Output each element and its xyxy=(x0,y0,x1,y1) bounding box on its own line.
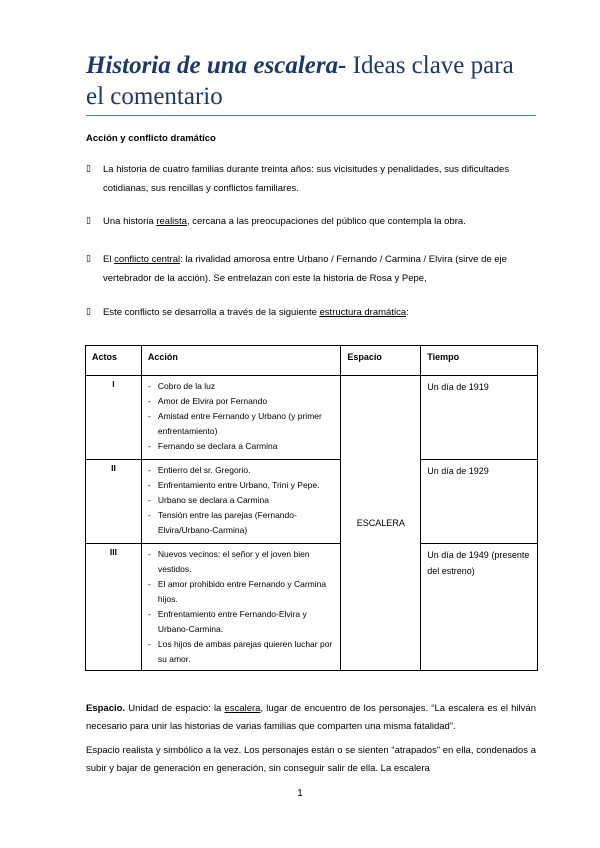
section-heading: Acción y conflicto dramático xyxy=(86,133,216,144)
act-number: II xyxy=(86,460,142,544)
action-item: - Entierro del sr. Gregorio. xyxy=(148,463,334,478)
square-bullet-icon: ▯ xyxy=(86,216,91,226)
title-rest: Ideas clave para el comentario xyxy=(86,52,514,110)
bullet-text: El conflicto central: la rivalidad amorosa entre Urbano / Fernando / Carmina / Elvira (sirve de eje vertebrador de la acción). Se entrelazan con este la historia de Rosa y Pepe, xyxy=(103,254,507,284)
act-actions xyxy=(141,376,340,460)
action-item: - Amistad entre Fernando y Urbano (y primer enfrentamiento) xyxy=(148,409,334,439)
action-item: - Amor de Elvira por Fernando xyxy=(148,394,334,409)
header-tiempo: Tiempo xyxy=(421,346,538,376)
header-espacio: Espacio xyxy=(341,346,421,376)
table-row xyxy=(86,544,538,671)
header-accion: Acción xyxy=(141,346,340,376)
bullet-text: Este conflicto se desarrolla a través de la siguiente estructura dramática: xyxy=(103,307,409,318)
table-row xyxy=(86,460,538,544)
title-divider xyxy=(86,115,536,116)
structure-table xyxy=(85,345,538,671)
square-bullet-icon: ▯ xyxy=(86,254,91,264)
act-actions xyxy=(141,544,340,671)
action-item: - Nuevos vecinos: el señor y el joven bien vestidos. xyxy=(148,547,334,577)
page-title xyxy=(86,50,536,112)
header-actos: Actos xyxy=(86,346,142,376)
action-item: - Los hijos de ambas parejas quieren luchar por su amor. xyxy=(148,637,334,667)
action-item: - Fernando se declara a Carmina xyxy=(148,439,334,454)
action-item: - Enfrentamiento entre Fernando-Elvira y Urbano-Carmina. xyxy=(148,607,334,637)
action-item: - El amor prohibido entre Fernando y Carmina hijos. xyxy=(148,577,334,607)
espacio-label: Espacio. xyxy=(86,703,126,714)
act-actions xyxy=(141,460,340,544)
square-bullet-icon: ▯ xyxy=(86,164,91,174)
action-item: - Enfrentamiento entre Urbano, Trini y Pepe. xyxy=(148,478,334,493)
bullet-text: Una historia realista, cercana a las preocupaciones del público que contempla la obra. xyxy=(103,216,466,227)
act-time: Un día de 1949 (presente del estreno) xyxy=(421,544,538,671)
table-row xyxy=(86,376,538,460)
title-bold: Historia de una escalera- xyxy=(86,52,347,79)
act-number: I xyxy=(86,376,142,460)
espacio-paragraph: Espacio. Unidad de espacio: la escalera, lugar de encuentro de los personajes. “La escalera es el hilván necesario para unir las historias de varias familias que comparten una misma fatalidad”. xyxy=(86,703,536,732)
action-item: - Urbano se declara a Carmina xyxy=(148,493,334,508)
action-item: - Tensión entre las parejas (Fernando-Elvira/Urbano-Carmina) xyxy=(148,508,334,538)
body-paragraph: Espacio realista y simbólico a la vez. Los personajes están o se sienten “atrapados” en ella, condenados a subir y bajar de generación en generación, sin conseguir salir de ella. La escalera xyxy=(86,745,536,774)
act-time: Un día de 1929 xyxy=(421,460,538,544)
action-item: - Cobro de la luz xyxy=(148,379,334,394)
act-time: Un día de 1919 xyxy=(421,376,538,460)
act-number: III xyxy=(86,544,142,671)
square-bullet-icon: ▯ xyxy=(86,307,91,317)
bullet-text: La historia de cuatro familias durante treinta años: sus vicisitudes y penalidades, sus dificultades cotidianas, sus rencillas y conflictos familiares. xyxy=(103,164,510,194)
page-number: 1 xyxy=(297,788,303,799)
espacio-cell: ESCALERA xyxy=(341,376,421,671)
table-header-row xyxy=(86,346,538,376)
